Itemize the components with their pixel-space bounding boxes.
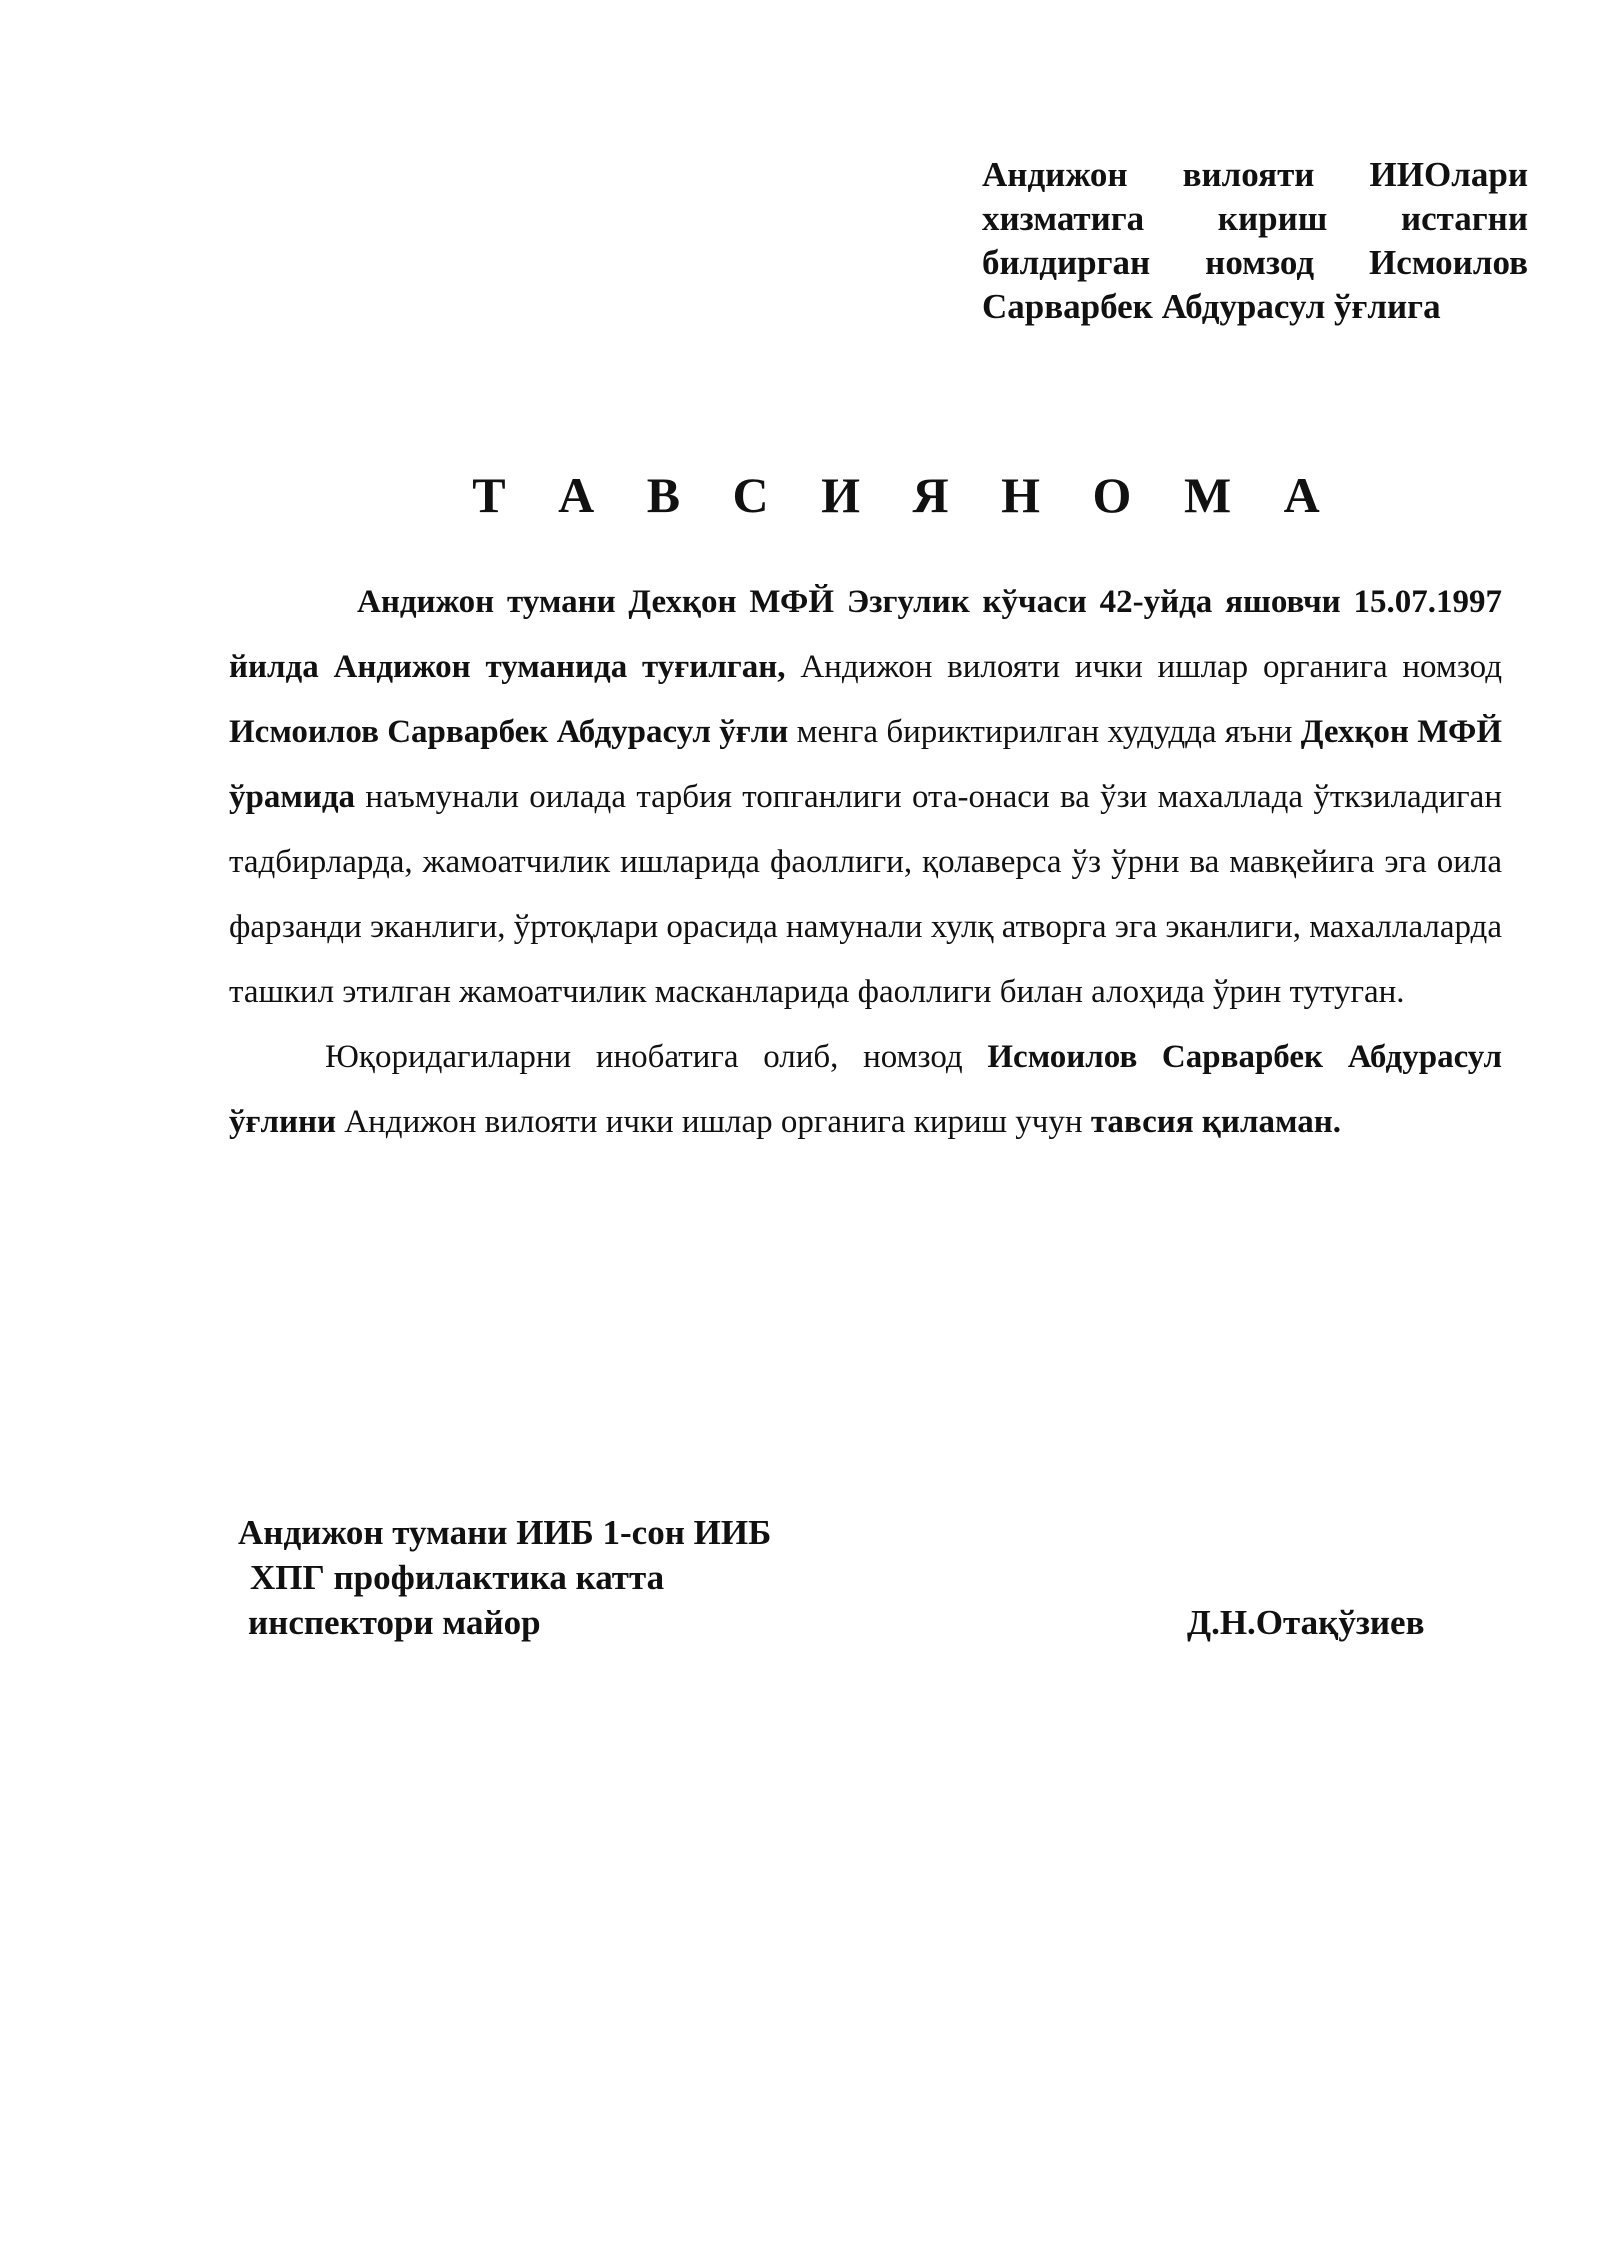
signatory-position-line: ХПГ профилактика катта <box>250 1558 665 1597</box>
addressee-line: билдирган номзод Исмоилов <box>982 243 1528 282</box>
addressee-block <box>982 153 1528 329</box>
body-text: Андижон вилояти ички ишлар органига кириш учун <box>336 1104 1091 1140</box>
bold-intro: Андижон тумани Дехқон МФЙ Эзгулик кўчаси 42-уйда яшовчи 15.07.1997 йилда Андижон туманида туғилган, <box>229 584 1502 685</box>
paragraph-conclusion <box>229 1025 1502 1155</box>
document-body <box>229 570 1502 1155</box>
body-text: наъмунали оилада тарбия топганлиги ота-онаси ва ўзи махаллада ўткзиладиган тадбирларда, жамоатчилик ишларида фаоллиги, қолаверса ўз ўрни ва мавқейига эга оила фарзанди эканлиги, ўртоқлари орасида намунали хулқ атворга эга эканлиги, махаллаларда ташкил этилган жамоатчилик масканларида фаоллиги билан алоҳида ўрин тутуган. <box>229 779 1502 1010</box>
body-text: Юқоридагиларни инобатига олиб, номзод <box>325 1039 988 1075</box>
paragraph-recommendation <box>229 570 1502 1025</box>
addressee-line: хизматига кириш истагни <box>982 199 1528 238</box>
signatory-position-line: Андижон тумани ИИБ 1-сон ИИБ <box>238 1513 772 1552</box>
recommendation-phrase: тавсия қиламан. <box>1090 1104 1341 1140</box>
addressee-line: Андижон вилояти ИИОлари <box>982 155 1528 194</box>
candidate-name: Исмоилов Сарварбек Абдурасул ўғли <box>229 714 789 750</box>
neighborhood-name: Дехқон МФЙ ўрамида <box>229 714 1502 815</box>
body-text: Андижон вилояти ички ишлар органига номзод <box>785 649 1502 685</box>
signatory-position-line: инспектори майор <box>248 1603 541 1642</box>
body-text: менга бириктирилган худудда яъни <box>788 714 1301 750</box>
document-title: Т А В С И Я Н О М А <box>472 467 1340 523</box>
addressee-line: Сарварбек Абдурасул ўғлига <box>982 287 1441 326</box>
signatory-name: Д.Н.Отақўзиев <box>1187 1603 1425 1642</box>
candidate-name: Исмоилов Сарварбек Абдурасул ўғлини <box>229 1039 1502 1140</box>
